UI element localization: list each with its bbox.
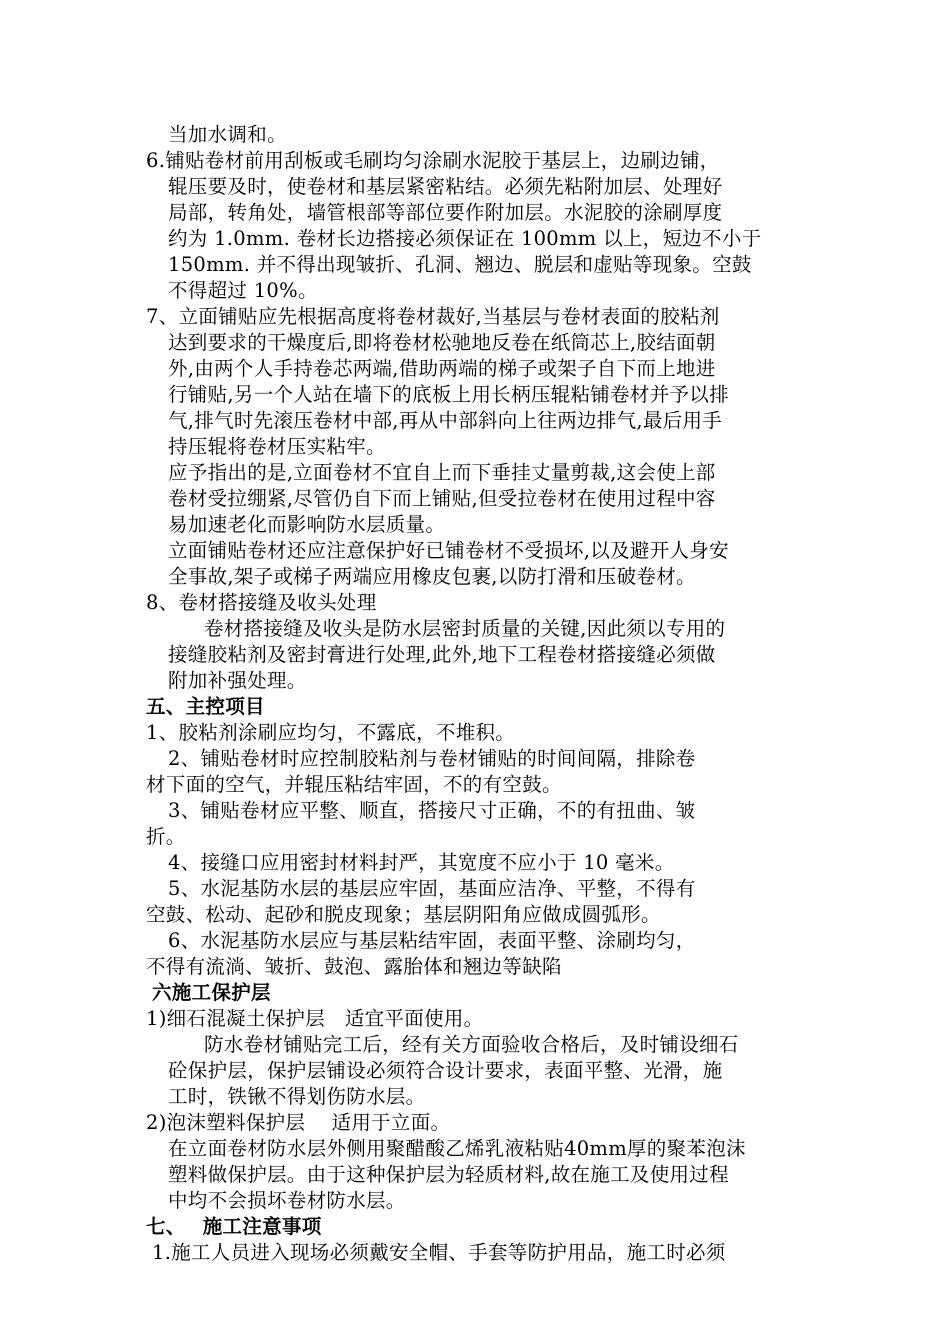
text-line: 折。 (146, 825, 186, 848)
text-line: 2、铺贴卷材时应控制胶粘剂与卷材铺贴的时间间隔，排除卷 (168, 747, 696, 770)
text-line: 局部，转角处，墙管根部等部位要作附加层。水泥胶的涂刷厚度 (168, 201, 723, 224)
text-line: 接缝胶粘剂及密封膏进行处理,此外,地下工程卷材搭接缝必须做 (168, 643, 716, 666)
text-line: 外,由两个人手持卷芯两端,借助两端的梯子或架子自下而上地进 (168, 357, 716, 380)
text-line: 辊压要及时，使卷材和基层紧密粘结。必须先粘附加层、处理好 (168, 175, 723, 198)
text-line: 约为 1.0mm. 卷材长边搭接必须保证在 100mm 以上，短边不小于 (168, 227, 762, 250)
text-line: 1、胶粘剂涂刷应均匀，不露底，不堆积。 (146, 721, 516, 744)
text-line: 1.施工人员进入现场必须戴安全帽、手套等防护用品，施工时必须 (152, 1241, 726, 1264)
text-line: 5、水泥基防水层的基层应牢固，基面应洁净、平整，不得有 (168, 877, 696, 900)
text-line: 6、水泥基防水层应与基层粘结牢固，表面平整、涂刷均匀， (168, 929, 696, 952)
text-line: 附加补强处理。 (168, 669, 307, 692)
text-line: 4、接缝口应用密封材料封严，其宽度不应小于 10 毫米。 (168, 851, 675, 874)
text-line: 全事故,架子或梯子两端应用橡皮包裹,以防打滑和压破卷材。 (168, 565, 696, 588)
text-line: 6.铺贴卷材前用刮板或毛刷均匀涂刷水泥胶于基层上，边刷边铺， (146, 149, 720, 172)
text-line: 8、卷材搭接缝及收头处理 (146, 591, 377, 614)
text-line: 2)泡沫塑料保护层 适用于立面。 (146, 1111, 451, 1134)
text-line: 工时，铁锹不得划伤防水层。 (168, 1085, 426, 1108)
text-line: 砼保护层，保护层铺设必须符合设计要求，表面平整、光滑，施 (168, 1059, 723, 1082)
text-line: 应予指出的是,立面卷材不宜自上而下垂挂丈量剪裁,这会使上部 (168, 461, 716, 484)
text-line: 防水卷材铺贴完工后，经有关方面验收合格后，及时铺设细石 (204, 1033, 739, 1056)
text-line: 易加速老化而影响防水层质量。 (168, 513, 446, 536)
text-line: 立面铺贴卷材还应注意保护好已铺卷材不受损坏,以及避开人身安 (168, 539, 729, 562)
text-line: 不得有流淌、皱折、鼓泡、露胎体和翘边等缺陷 (146, 955, 562, 978)
section-heading: 五、主控项目 (146, 695, 265, 718)
text-line: 材下面的空气，并辊压粘结牢固，不的有空鼓。 (146, 773, 562, 796)
text-line: 7、立面铺贴应先根据高度将卷材裁好,当基层与卷材表面的胶粘剂 (146, 305, 720, 328)
text-line: 不得超过 10%。 (168, 279, 318, 302)
text-line: 150mm. 并不得出现皱折、孔洞、翘边、脱层和虚贴等现象。空鼓 (168, 253, 752, 276)
section-heading: 六施工保护层 (152, 981, 271, 1004)
text-line: 气,排气时先滚压卷材中部,再从中部斜向上往两边排气,最后用手 (168, 409, 723, 432)
text-line: 持压辊将卷材压实粘牢。 (168, 435, 386, 458)
text-line: 当加水调和。 (168, 123, 287, 146)
text-line: 卷材受拉绷紧,尽管仍自下而上铺贴,但受拉卷材在使用过程中容 (168, 487, 716, 510)
text-line: 行铺贴,另一个人站在墙下的底板上用长柄压辊粘铺卷材并予以排 (168, 383, 729, 406)
text-line: 3、铺贴卷材应平整、顺直，搭接尺寸正确，不的有扭曲、皱 (168, 799, 696, 822)
section-heading: 七、 施工注意事项 (146, 1215, 322, 1238)
text-line: 1)细石混凝土保护层 适宜平面使用。 (146, 1007, 484, 1030)
text-line: 塑料做保护层。由于这种保护层为轻质材料,故在施工及使用过程 (168, 1163, 729, 1186)
text-line: 卷材搭接缝及收头是防水层密封质量的关键,因此须以专用的 (204, 617, 726, 640)
text-line: 中均不会损坏卷材防水层。 (168, 1189, 406, 1212)
text-line: 在立面卷材防水层外侧用聚醋酸乙烯乳液粘贴40mm厚的聚苯泡沫 (168, 1137, 746, 1160)
text-line: 空鼓、松动、起砂和脱皮现象；基层阴阳角应做成圆弧形。 (146, 903, 661, 926)
text-line: 达到要求的干燥度后,即将卷材松驰地反卷在纸筒芯上,胶结面朝 (168, 331, 716, 354)
